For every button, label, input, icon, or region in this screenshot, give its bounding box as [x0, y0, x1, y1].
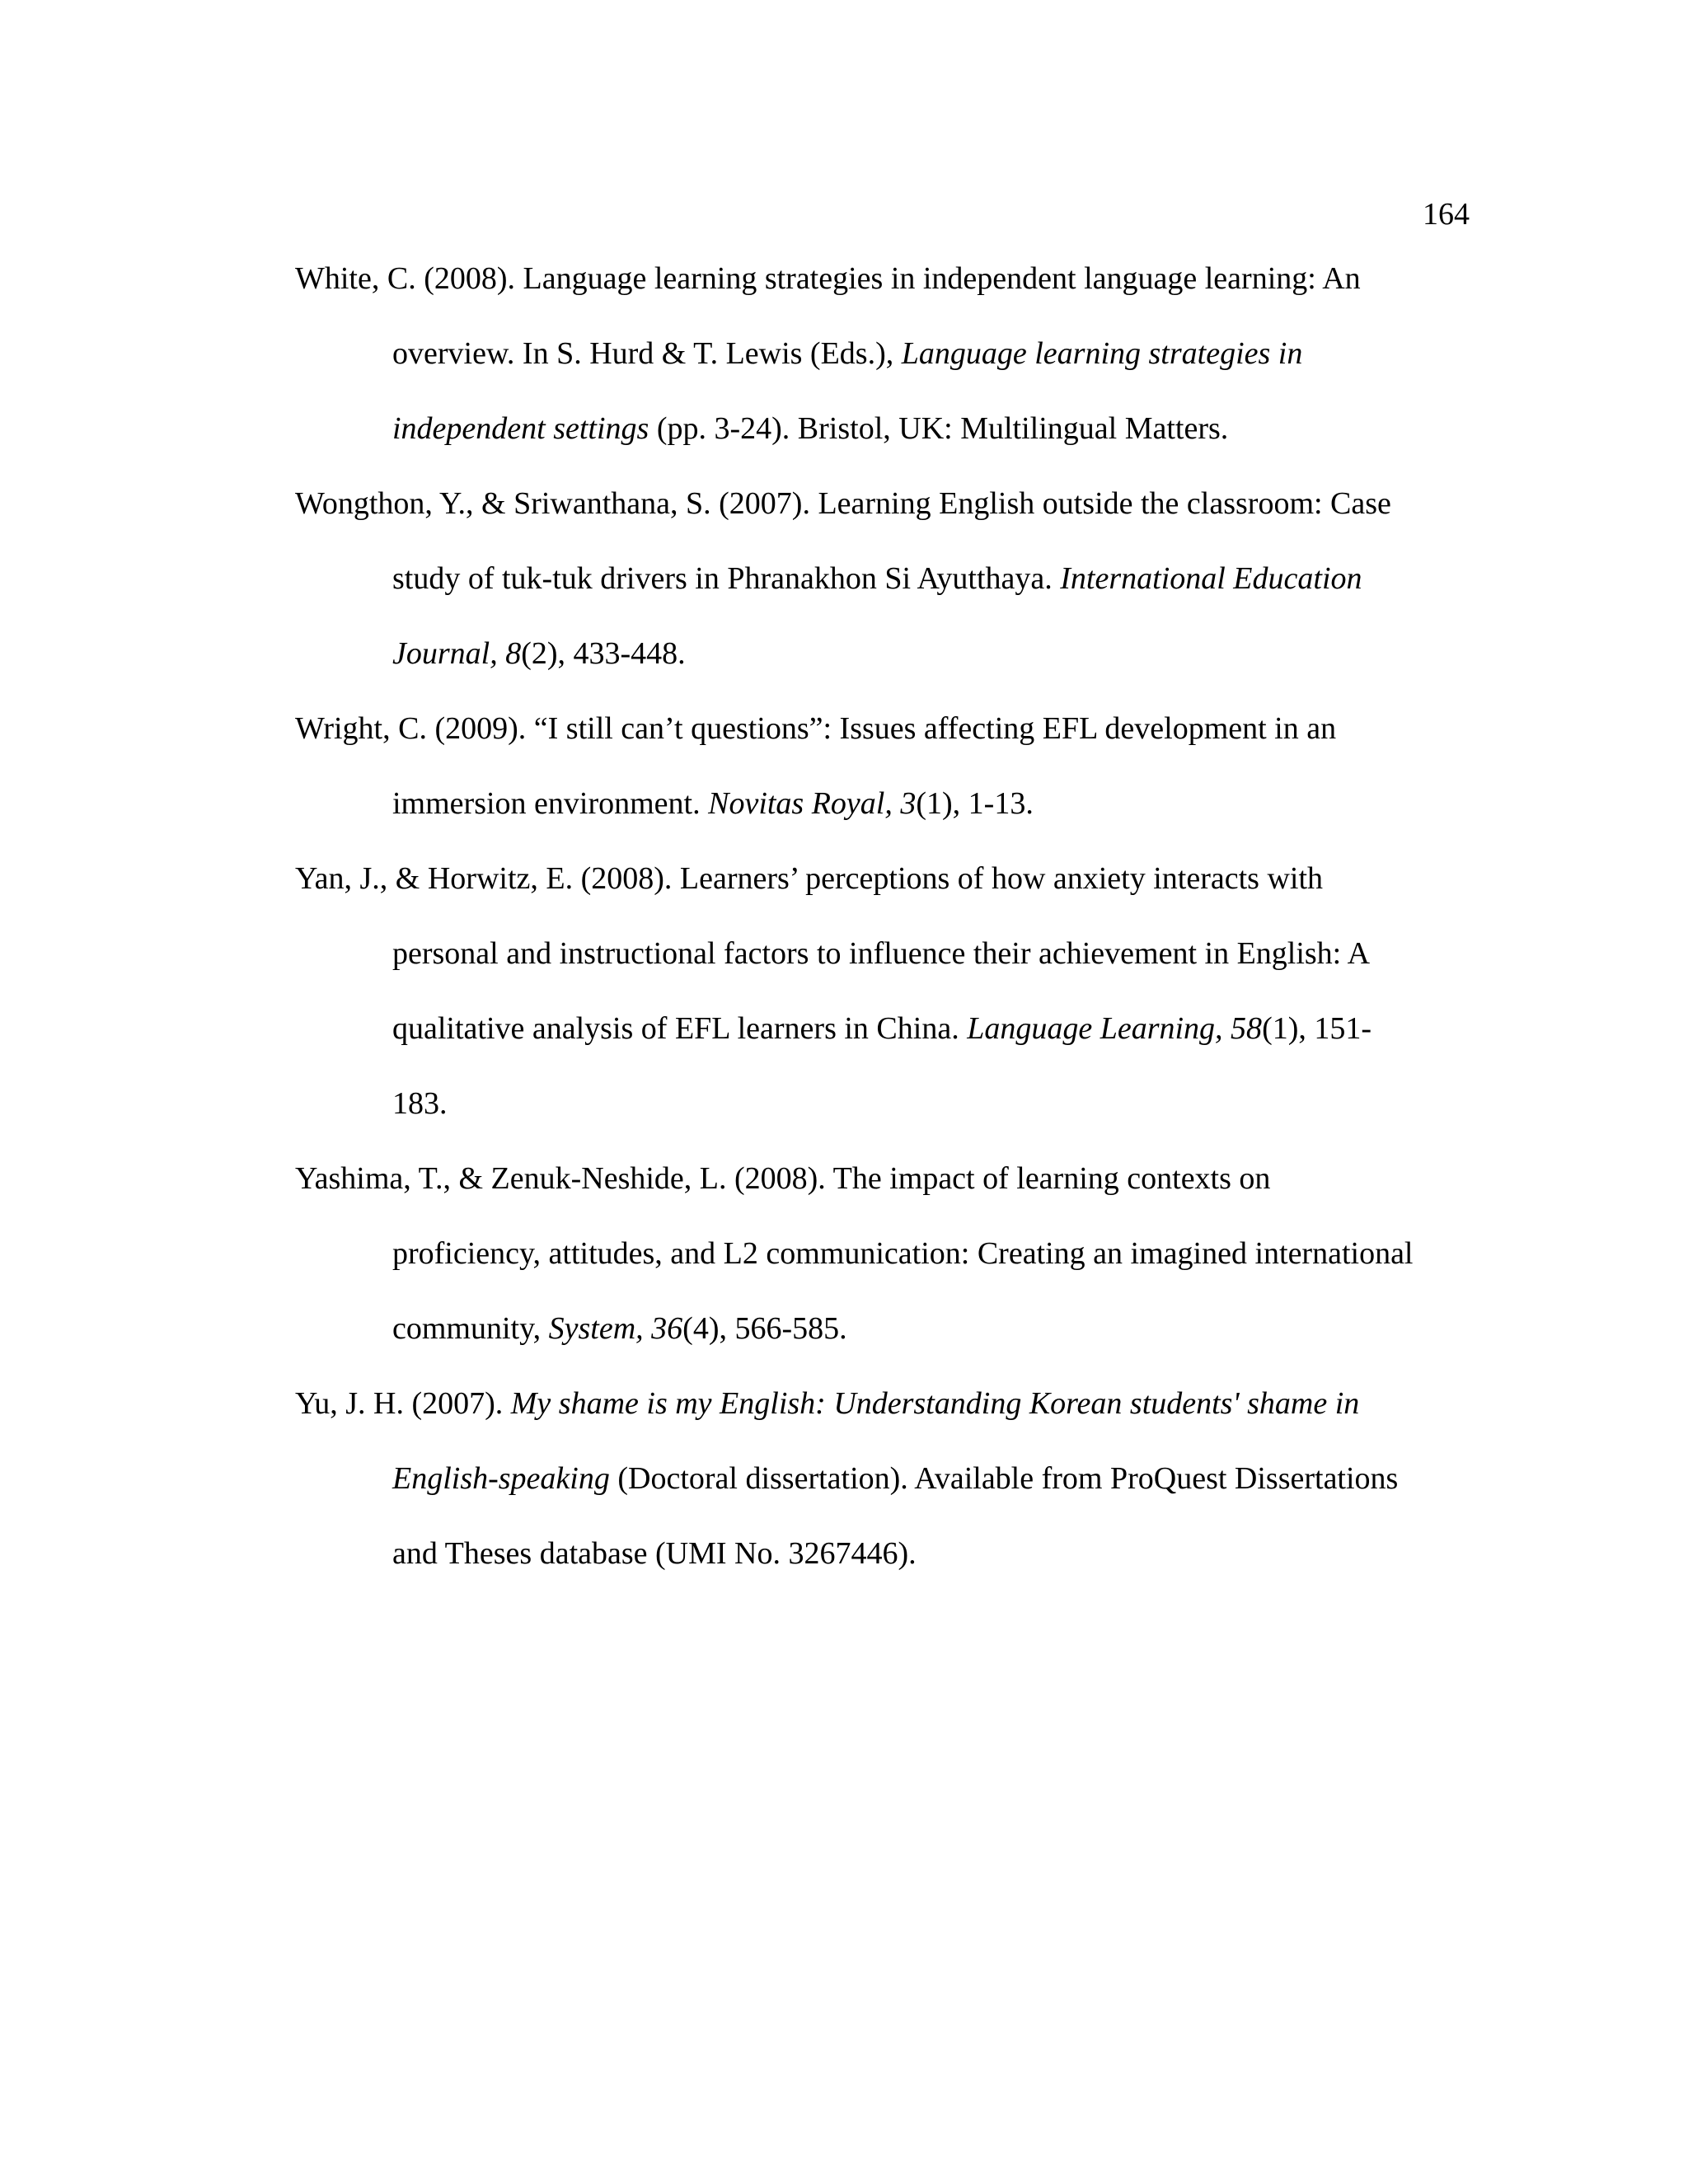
reference-italic-text: International Education	[1060, 561, 1362, 596]
reference-italic-text: Novitas Royal, 3	[708, 786, 917, 821]
reference-line	[295, 854, 1465, 929]
reference-line	[295, 629, 1465, 704]
reference-list	[295, 254, 1465, 1604]
reference-text: Yashima, T., & Zenuk-Neshide, L. (2008). The impact of learning contexts on	[295, 1161, 1271, 1196]
reference-text: community,	[392, 1311, 549, 1346]
reference-italic-text: independent settings	[392, 411, 649, 446]
reference-text: Wongthon, Y., & Sriwanthana, S. (2007). Learning English outside the classroom: Case	[295, 486, 1391, 521]
reference-text: study of tuk-tuk drivers in Phranakhon Si Ayutthaya.	[392, 561, 1061, 596]
reference-italic-text: English-speaking	[392, 1461, 610, 1496]
reference-italic-text: Language learning strategies in	[901, 336, 1303, 371]
reference-text: Wright, C. (2009). “I still can’t questions”: Issues affecting EFL development in an	[295, 711, 1337, 746]
reference-text: (Doctoral dissertation). Available from ProQuest Dissertations	[609, 1461, 1399, 1496]
reference-italic-text: Language Learning, 58	[967, 1011, 1263, 1046]
reference-italic-text: My shame is my English: Understanding Korean students' shame in	[510, 1386, 1360, 1421]
reference-text: (pp. 3-24). Bristol, UK: Multilingual Matters.	[649, 411, 1229, 446]
reference-line	[295, 1379, 1465, 1454]
reference-line	[295, 479, 1465, 554]
reference-italic-text: System, 36	[548, 1311, 683, 1346]
reference-text: immersion environment.	[392, 786, 709, 821]
reference-text: (2), 433-448.	[521, 636, 686, 671]
reference-text: personal and instructional factors to influence their achievement in English: A	[392, 936, 1371, 971]
reference-text: (1), 151-	[1262, 1011, 1372, 1046]
reference-line	[295, 254, 1465, 329]
reference-entry	[295, 254, 1465, 479]
reference-line	[295, 404, 1465, 479]
reference-entry	[295, 704, 1465, 854]
reference-text: Yu, J. H. (2007).	[295, 1386, 511, 1421]
reference-entry	[295, 1154, 1465, 1379]
reference-italic-text: Journal, 8	[392, 636, 522, 671]
reference-text: proficiency, attitudes, and L2 communication: Creating an imagined international	[392, 1236, 1414, 1271]
reference-text: (4), 566-585.	[682, 1311, 847, 1346]
reference-text: 183.	[392, 1086, 448, 1121]
reference-line	[295, 1004, 1465, 1079]
reference-line	[295, 1529, 1465, 1604]
reference-entry	[295, 854, 1465, 1154]
reference-text: White, C. (2008). Language learning strategies in independent language learning: An	[295, 261, 1361, 296]
reference-line	[295, 1154, 1465, 1229]
reference-line	[295, 929, 1465, 1004]
page-number: 164	[1423, 197, 1470, 232]
reference-line	[295, 1304, 1465, 1379]
reference-entry	[295, 1379, 1465, 1604]
reference-text: and Theses database (UMI No. 3267446).	[392, 1536, 917, 1571]
reference-line	[295, 329, 1465, 404]
reference-line	[295, 1229, 1465, 1304]
reference-line	[295, 704, 1465, 779]
reference-line	[295, 554, 1465, 629]
reference-entry	[295, 479, 1465, 704]
reference-line	[295, 1454, 1465, 1529]
reference-line	[295, 1079, 1465, 1154]
reference-text: qualitative analysis of EFL learners in China.	[392, 1011, 968, 1046]
reference-text: (1), 1-13.	[916, 786, 1034, 821]
reference-text: overview. In S. Hurd & T. Lewis (Eds.),	[392, 336, 902, 371]
reference-line	[295, 779, 1465, 854]
reference-text: Yan, J., & Horwitz, E. (2008). Learners’ perceptions of how anxiety interacts with	[295, 861, 1324, 896]
